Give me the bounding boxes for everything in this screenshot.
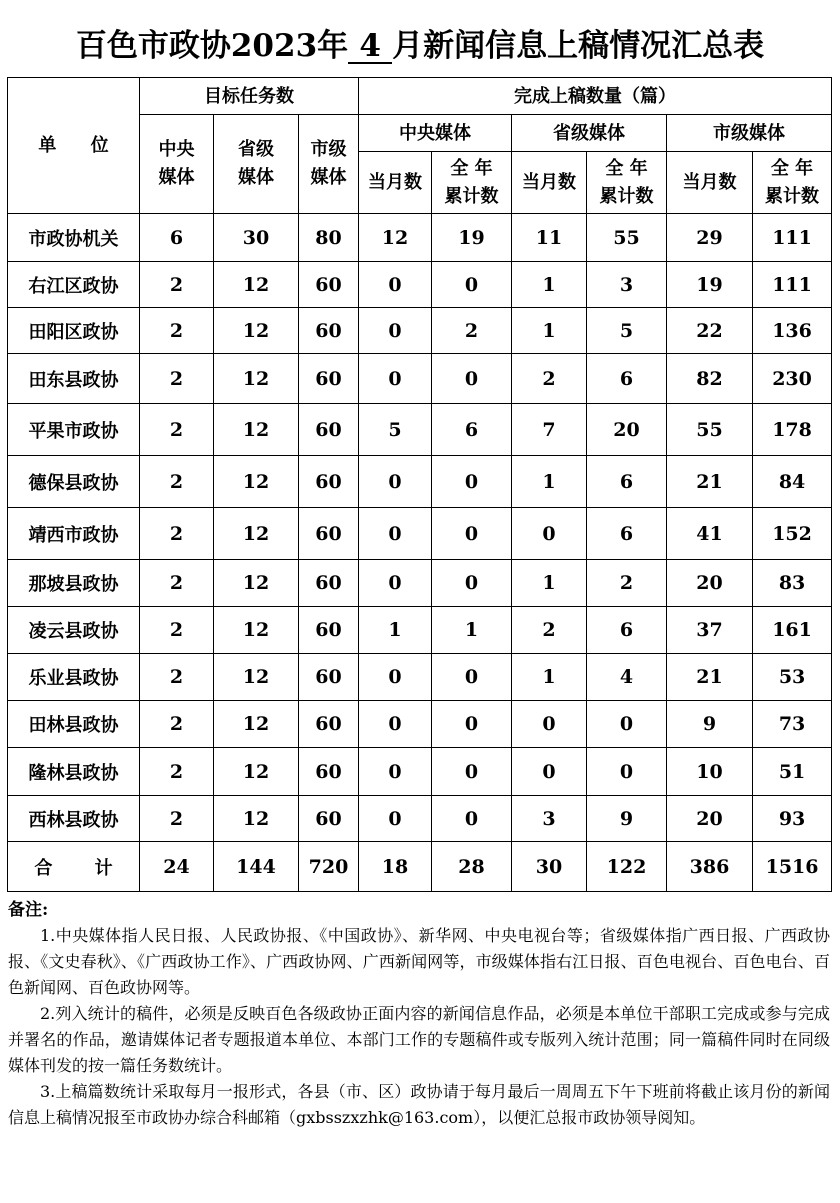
cell: 0: [432, 508, 512, 560]
row-unit-name: 凌云县政协: [8, 607, 140, 654]
cell: 12: [214, 748, 299, 796]
total-cell: 1516: [753, 842, 832, 892]
cell: 5: [587, 308, 667, 354]
cell: 0: [432, 748, 512, 796]
row-unit-name: 田东县政协: [8, 354, 140, 404]
cell: 6: [587, 508, 667, 560]
cell: 0: [359, 654, 432, 701]
cell: 136: [753, 308, 832, 354]
summary-table: [7, 77, 832, 892]
table-row: [8, 796, 832, 842]
header-central: 中央媒体: [359, 115, 512, 152]
row-unit-name: 乐业县政协: [8, 654, 140, 701]
cell: 2: [140, 262, 214, 308]
cell: 2: [512, 354, 587, 404]
cell: 60: [299, 308, 359, 354]
cell: 1: [512, 308, 587, 354]
header-city-cumulative: 全 年累计数: [753, 152, 832, 214]
cell: 60: [299, 404, 359, 456]
table-row: [8, 262, 832, 308]
total-cell: 28: [432, 842, 512, 892]
cell: 41: [667, 508, 753, 560]
cell: 83: [753, 560, 832, 607]
cell: 111: [753, 214, 832, 262]
cell: 0: [359, 354, 432, 404]
cell: 1: [432, 607, 512, 654]
cell: 1: [359, 607, 432, 654]
total-cell: 720: [299, 842, 359, 892]
cell: 20: [587, 404, 667, 456]
cell: 11: [512, 214, 587, 262]
header-target-city: 市级媒体: [299, 115, 359, 214]
cell: 60: [299, 654, 359, 701]
cell: 93: [753, 796, 832, 842]
table-row: [8, 654, 832, 701]
header-central-monthly: 当月数: [359, 152, 432, 214]
header-city-monthly: 当月数: [667, 152, 753, 214]
cell: 0: [432, 262, 512, 308]
table-row: [8, 560, 832, 607]
cell: 178: [753, 404, 832, 456]
cell: 1: [512, 560, 587, 607]
cell: 2: [140, 748, 214, 796]
cell: 51: [753, 748, 832, 796]
cell: 37: [667, 607, 753, 654]
cell: 6: [587, 354, 667, 404]
table-row: [8, 748, 832, 796]
cell: 6: [140, 214, 214, 262]
cell: 12: [359, 214, 432, 262]
table-row: [8, 701, 832, 748]
cell: 12: [214, 404, 299, 456]
total-label: 合 计: [8, 842, 140, 892]
note-item-1: 1.中央媒体指人民日报、人民政协报、《中国政协》、新华网、中央电视台等；省级媒体指广西日报、广西政协报、《文史春秋》、《广西政协工作》、广西政协网、广西新闻网等，市级媒体指右江日报、百色电视台、百色电台、百色新闻网、百色政协网等。: [8, 926, 830, 997]
header-provincial: 省级媒体: [512, 115, 667, 152]
header-provincial-cumulative: 全 年累计数: [587, 152, 667, 214]
table-row: [8, 354, 832, 404]
cell: 60: [299, 262, 359, 308]
cell: 2: [140, 607, 214, 654]
table-row: [8, 404, 832, 456]
cell: 0: [432, 354, 512, 404]
cell: 60: [299, 560, 359, 607]
cell: 19: [667, 262, 753, 308]
cell: 1: [512, 262, 587, 308]
cell: 12: [214, 607, 299, 654]
cell: 60: [299, 796, 359, 842]
cell: 0: [587, 748, 667, 796]
cell: 12: [214, 701, 299, 748]
cell: 1: [512, 456, 587, 508]
cell: 60: [299, 748, 359, 796]
cell: 55: [667, 404, 753, 456]
cell: 0: [512, 748, 587, 796]
cell: 4: [587, 654, 667, 701]
cell: 2: [140, 456, 214, 508]
note-item-2: 2.列入统计的稿件，必须是反映百色各级政协正面内容的新闻信息作品，必须是本单位干部职工完成或参与完成并署名的作品，邀请媒体记者专题报道本单位、本部门工作的专题稿件或专版列入统计范围；同一篇稿件同时在同级媒体刊发的按一篇任务数统计。: [8, 1004, 830, 1075]
notes-label: 备注:: [8, 900, 49, 920]
cell: 0: [359, 560, 432, 607]
cell: 0: [359, 701, 432, 748]
cell: 2: [140, 508, 214, 560]
header-city: 市级媒体: [667, 115, 832, 152]
cell: 0: [432, 456, 512, 508]
cell: 0: [432, 796, 512, 842]
row-unit-name: 平果市政协: [8, 404, 140, 456]
cell: 5: [359, 404, 432, 456]
cell: 1: [512, 654, 587, 701]
cell: 152: [753, 508, 832, 560]
header-unit: 单 位: [8, 78, 140, 214]
cell: 0: [587, 701, 667, 748]
header-target: 目标任务数: [140, 78, 359, 115]
cell: 30: [214, 214, 299, 262]
cell: 0: [432, 701, 512, 748]
cell: 161: [753, 607, 832, 654]
total-cell: 30: [512, 842, 587, 892]
table-row: [8, 508, 832, 560]
row-unit-name: 西林县政协: [8, 796, 140, 842]
row-unit-name: 市政协机关: [8, 214, 140, 262]
row-unit-name: 田阳区政协: [8, 308, 140, 354]
notes-section: [8, 897, 830, 1131]
cell: 6: [587, 456, 667, 508]
table-row: [8, 607, 832, 654]
cell: 2: [140, 354, 214, 404]
cell: 0: [432, 560, 512, 607]
cell: 6: [432, 404, 512, 456]
cell: 3: [512, 796, 587, 842]
cell: 73: [753, 701, 832, 748]
cell: 0: [359, 262, 432, 308]
row-unit-name: 隆林县政协: [8, 748, 140, 796]
cell: 60: [299, 508, 359, 560]
cell: 29: [667, 214, 753, 262]
total-row: [8, 842, 832, 892]
cell: 22: [667, 308, 753, 354]
cell: 2: [432, 308, 512, 354]
header-central-cumulative: 全 年累计数: [432, 152, 512, 214]
cell: 111: [753, 262, 832, 308]
note-item-3: 3.上稿篇数统计采取每月一报形式，各县（市、区）政协请于每月最后一周周五下午下班前将截止该月份的新闻信息上稿情况报至市政协办综合科邮箱（gxbsszxzhk@163.com），以便汇总报市政协领导阅知。: [8, 1082, 830, 1127]
cell: 60: [299, 701, 359, 748]
cell: 53: [753, 654, 832, 701]
cell: 0: [359, 508, 432, 560]
header-completed: 完成上稿数量（篇）: [359, 78, 832, 115]
cell: 12: [214, 796, 299, 842]
row-unit-name: 田林县政协: [8, 701, 140, 748]
cell: 55: [587, 214, 667, 262]
cell: 60: [299, 354, 359, 404]
cell: 9: [667, 701, 753, 748]
page-title: [0, 20, 840, 65]
header-row-1: [8, 78, 832, 115]
total-cell: 386: [667, 842, 753, 892]
cell: 0: [359, 308, 432, 354]
row-unit-name: 德保县政协: [8, 456, 140, 508]
cell: 0: [359, 796, 432, 842]
cell: 0: [359, 456, 432, 508]
cell: 84: [753, 456, 832, 508]
cell: 2: [140, 404, 214, 456]
cell: 20: [667, 560, 753, 607]
cell: 3: [587, 262, 667, 308]
cell: 60: [299, 607, 359, 654]
title-prefix: 百色市政协2023年: [75, 28, 349, 64]
cell: 6: [587, 607, 667, 654]
cell: 12: [214, 654, 299, 701]
cell: 21: [667, 654, 753, 701]
row-unit-name: 右江区政协: [8, 262, 140, 308]
cell: 12: [214, 560, 299, 607]
cell: 21: [667, 456, 753, 508]
cell: 12: [214, 308, 299, 354]
header-provincial-monthly: 当月数: [512, 152, 587, 214]
row-unit-name: 那坡县政协: [8, 560, 140, 607]
title-month: 4: [348, 30, 392, 64]
cell: 20: [667, 796, 753, 842]
table-row: [8, 214, 832, 262]
total-cell: 144: [214, 842, 299, 892]
cell: 10: [667, 748, 753, 796]
cell: 19: [432, 214, 512, 262]
cell: 60: [299, 456, 359, 508]
cell: 12: [214, 262, 299, 308]
cell: 230: [753, 354, 832, 404]
cell: 2: [512, 607, 587, 654]
table-row: [8, 456, 832, 508]
title-suffix: 月新闻信息上稿情况汇总表: [392, 28, 765, 64]
cell: 12: [214, 456, 299, 508]
header-target-central: 中央媒体: [140, 115, 214, 214]
cell: 2: [140, 796, 214, 842]
cell: 9: [587, 796, 667, 842]
cell: 7: [512, 404, 587, 456]
cell: 2: [140, 654, 214, 701]
cell: 82: [667, 354, 753, 404]
cell: 12: [214, 508, 299, 560]
cell: 0: [432, 654, 512, 701]
cell: 2: [587, 560, 667, 607]
total-cell: 18: [359, 842, 432, 892]
cell: 12: [214, 354, 299, 404]
cell: 2: [140, 701, 214, 748]
row-unit-name: 靖西市政协: [8, 508, 140, 560]
cell: 2: [140, 308, 214, 354]
cell: 0: [512, 508, 587, 560]
total-cell: 24: [140, 842, 214, 892]
cell: 0: [359, 748, 432, 796]
header-target-provincial: 省级媒体: [214, 115, 299, 214]
table-row: [8, 308, 832, 354]
cell: 2: [140, 560, 214, 607]
cell: 0: [512, 701, 587, 748]
total-cell: 122: [587, 842, 667, 892]
cell: 80: [299, 214, 359, 262]
